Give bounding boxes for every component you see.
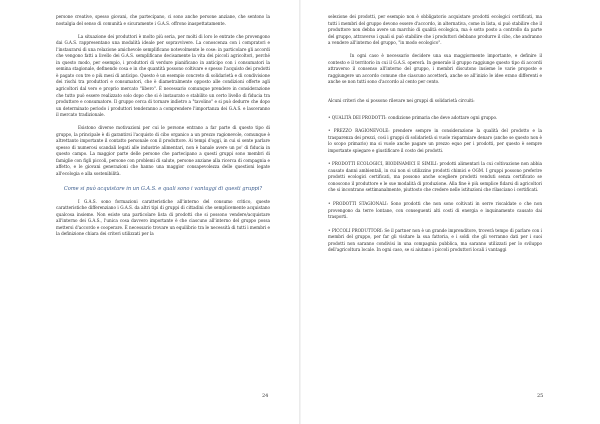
criteria-item-quality: • QUALITÀ DEI PRODOTTI: condizione primaria che deve adottare ogni gruppo. <box>328 114 498 120</box>
page-number-right: 25 <box>537 393 544 399</box>
left-paragraph-3: Esistono diverse motivazioni per cui le persone entrano a far parte di questo tipo di gruppo, la principale è di garantirsi l'acquisto di cibo organico a un prezzo ragionevole, comunque è altrettanto importante il contatto personale con il produttore. Ai tempi d'oggi, in cui si sente parlare spesso di numerosi scandali legati alle industrie alimentari, non è banale avere un po' di fiducia in questo campo. La maggior parte delle persone che partecipano a questi gruppi sono membri di famiglie con figli piccoli, persone con problemi di salute, persone anziane alla ricerca di compagnia e affetto, e le giovani generazioni che hanno una maggior consapevolezza delle questioni legate all'ecologia e alla sostenibilità. <box>56 125 270 177</box>
section-heading: Come si può acquistare in un G.A.S. e quali sono i vantaggi di questi gruppi? <box>63 185 263 192</box>
criteria-intro: Alcuni criteri che si possono rilevare nei gruppi di solidarietà circuiti: <box>328 97 475 103</box>
left-paragraph-2: La situazione dei produttori è molto più seria, per molti di loro le entrate che provengono dai G.A.S. rappresentano una modalità ideale per sopravvivere. La conoscenza con i compratori e l'instaurarsi di una relazione amichevole semplificano notevolmente le cose: in particolare gli accordi che vengono fatti a livello dei G.A.S. semplificano decisamente la vita dei piccoli agricoltori, perché in questo modo, per esempio, i produttori di verdure pianificano in anticipo con i consumatori la semina stagionale, definendo cosa e in che quantità possono coltivare e spesso l'acquisto dei prodotti è pagato con tre o più mesi di anticipo. Questo è un esempio concreto di solidarietà e di condivisione dei rischi tra produttori e consumatori, che è diametralmente opposto alle condizioni offerte agli agricoltori dal vero e proprio mercato "libero". È necessario comunque prendere in considerazione che tutto può essere realizzato solo dopo che si è instaurato e stabilito un certo livello di fiducia tra produttore e consumatore. Il gruppo cerca di tornare indietro a "tavolino" e si può dedurre che dopo un determinato periodo i produttori tenderanno a comprendere l'importanza dei G.A.S. e lasceranno il mercato tradizionale. <box>56 33 270 118</box>
criteria-item-seasonal: • PRODOTTI STAGIONALI: Sono prodotti che non sono coltivati in serre riscaldate o che non provengono da terre lontane, con conseguenti alti costi di energia e inquinamento causato dai trasporti. <box>328 200 542 220</box>
criteria-item-ecological: • PRODOTTI ECOLOGICI, BIODINAMICI E SIMILI: prodotti alimentari la cui coltivazione non abbia causato danni ambientali, in cui non si utilizzino prodotti chimici e OGM. I gruppi possono preferire prodotti ecologici certificati, ma possono anche scegliere prodotti venduti senza certificato se conoscono il produttore e le sue modalità di produzione. Alla fine è più semplice fidarsi di agricoltori che si incontrano settimanalmente, piuttosto che credere nelle istituzioni che rilasciano i certificati. <box>328 161 542 193</box>
right-page <box>300 0 600 424</box>
left-paragraph-1: persone creative, spesso giovani, che partecipano, ci sono anche persone anziane, che sentono la nostalgia del senso di comunità e sicuramente i G.A.S. offrono inaspettatamente. <box>56 14 270 26</box>
left-text-column <box>56 14 270 238</box>
right-paragraph-1: selezione dei prodotti, per esempio non è obbligatorio acquistare prodotti ecologici certificati, ma tutti i membri del gruppo devono essere d'accordo, in alternativa, come in lista, si può stabilire che il produttore non debba avere un marchio di qualità ecologica, ma è sotto posto a controllo da parte del gruppo, attraverso i quali si può stabilire che i produttori debbano produrre il cibo, che andranno a vendere all'interno del gruppo, "in modo ecologico". <box>328 14 542 46</box>
left-paragraph-4: I G.A.S. sono formazioni caratteristiche all'interno del consumo critico, queste caratteristiche differenziano i G.A.S. da altri tipi di gruppi di cittadini che semplicemente acquistano qualcosa insieme. Non esiste una particolare lista di prodotti che si possono vendere/acquistare all'interno dei G.A.S., l'unica cosa davvero importante è che ciascuno all'interno del gruppo possa mettersi d'accordo e cooperare. È necessario trovare un equilibrio tra le necessità di tutti i membri e la definizione chiara dei criteri utilizzati per la <box>56 198 270 237</box>
page-number-left: 24 <box>262 393 269 399</box>
criteria-item-small-producers: • PICCOLI PRODUTTORI: Se il partner non è un grande imprenditore, troverà tempo di parlare con i membri del gruppo, per far gli visitare la sua fattoria, e i soldi che gli verranno dati per i suoi prodotti non saranno condivisi in una compagnia pubblica, ma saranno utilizzati per lo sviluppo dell'agricoltura locale. In ogni caso, se si aiutano i piccoli produttori locali i vantaggi <box>328 227 542 253</box>
right-paragraph-2: In ogni caso è necessario decidere una sua maggiormente importante, e definire il contesto e il territorio in cui il G.A.S. opererà. In generale il gruppo raggiunge questo tipo di accordi attraverso il consenso all'interno del gruppo, i membri discutono insieme le varie proposte e raggiungere un accordo comune che ciascuno accetterà, anche se all'inizio le idee erano differenti e anche se non tutti sono d'accordo al cento per cento. <box>328 53 542 85</box>
right-text-column <box>328 14 542 254</box>
criteria-item-price: • PREZZO RAGIONEVOLE: prendere sempre in considerazione la qualità del prodotto e la trasparenza dei prezzi, così i gruppi di solidarietà si vuole risparmiare denaro (anche se questo non è lo scopo primario) ma si vuole anche pagare un prezzo equo per i prodotti, per questo è sempre importante spiegare e giustificare il costo dei prodotti. <box>328 128 542 153</box>
